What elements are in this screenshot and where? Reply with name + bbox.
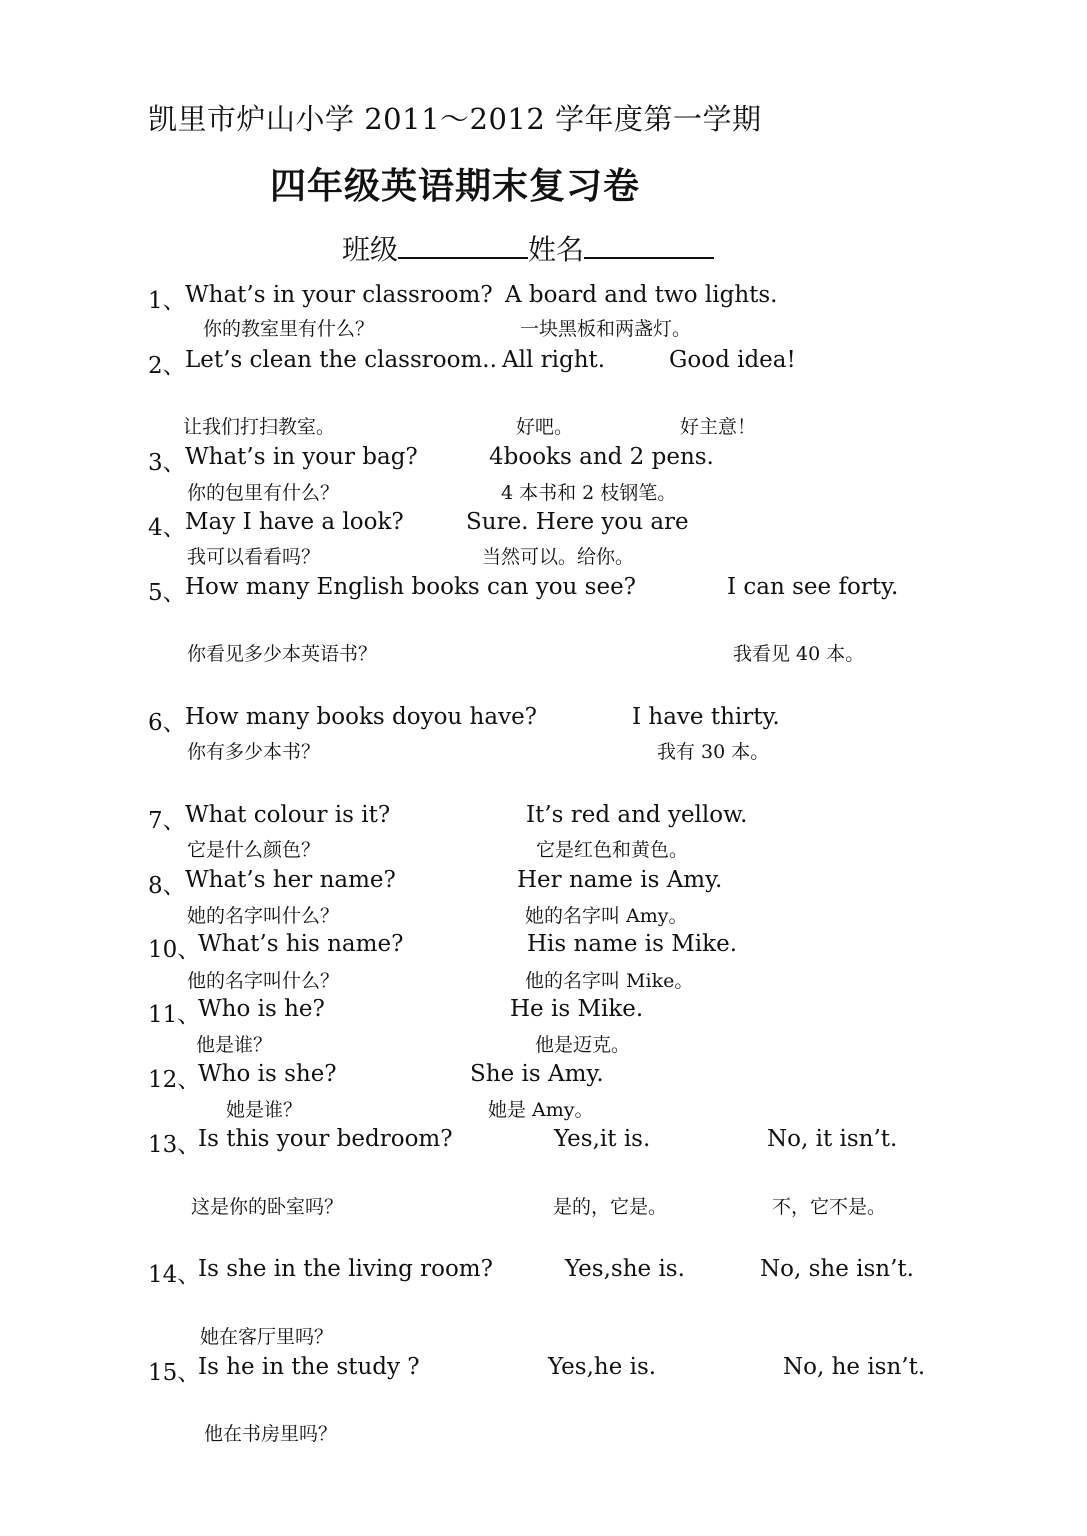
question-number: 3、: [148, 450, 186, 476]
question-number: 1、: [148, 288, 186, 314]
answer-text: Yes,he is.: [548, 1354, 657, 1380]
answer-translation: 好吧。: [516, 416, 574, 438]
question-translation: 你的包里有什么？: [187, 482, 340, 504]
question-translation: 她在客厅里吗？: [200, 1326, 334, 1348]
question-number: 11、: [148, 1002, 201, 1028]
question-text: How many English books can you see?: [185, 574, 637, 600]
answer-translation: 我有 30 本。: [657, 741, 770, 763]
question-translation: 他在书房里吗？: [204, 1423, 338, 1445]
answer-text: His name is Mike.: [527, 931, 738, 957]
student-info-line: [342, 228, 714, 268]
question-text: What colour is it?: [185, 802, 391, 828]
answer-text: He is Mike.: [510, 996, 644, 1022]
answer-translation: 不，它不是。: [772, 1196, 887, 1218]
question-text: Is he in the study ?: [198, 1354, 420, 1380]
question-number: 4、: [148, 515, 186, 541]
answer-text: It’s red and yellow.: [526, 802, 748, 828]
question-number: 15、: [148, 1360, 201, 1386]
question-translation: 她的名字叫什么？: [187, 905, 340, 927]
school-term-line: 凯里市炉山小学 2011～2012 学年度第一学期: [148, 102, 762, 136]
question-translation: 让我们打扫教室。: [183, 416, 336, 438]
answer-translation: 它是红色和黄色。: [536, 839, 689, 861]
question-number: 7、: [148, 808, 186, 834]
class-label: 班级: [342, 233, 399, 266]
question-text: What’s in your classroom?: [185, 282, 493, 308]
answer-text: I can see forty.: [727, 574, 899, 600]
question-number: 8、: [148, 873, 186, 899]
answer-text: She is Amy.: [470, 1061, 604, 1087]
answer-translation: 是的，它是。: [553, 1196, 668, 1218]
question-text: Is this your bedroom?: [198, 1126, 453, 1152]
question-text: What’s in your bag?: [185, 444, 418, 470]
question-text: May I have a look?: [185, 509, 404, 535]
name-label: 姓名: [528, 233, 585, 266]
question-number: 10、: [148, 937, 201, 963]
question-translation: 你的教室里有什么？: [203, 318, 375, 340]
question-translation: 她是谁？: [226, 1099, 303, 1121]
answer-text: Yes,it is.: [554, 1126, 651, 1152]
question-translation: 他是谁？: [196, 1034, 273, 1056]
answer-text: All right.: [502, 347, 606, 373]
question-text: What’s her name?: [185, 867, 396, 893]
answer-text: Her name is Amy.: [517, 867, 723, 893]
question-translation: 他的名字叫什么？: [187, 970, 340, 992]
answer-translation: 我看见 40 本。: [733, 643, 865, 665]
answer-translation: 他是迈克。: [535, 1034, 631, 1056]
question-number: 14、: [148, 1262, 201, 1288]
page-title: 四年级英语期末复习卷: [270, 165, 641, 207]
question-number: 2、: [148, 353, 186, 379]
question-translation: 我可以看看吗？: [187, 546, 321, 568]
question-translation: 它是什么颜色？: [187, 839, 321, 861]
answer-text: No, she isn’t.: [760, 1256, 914, 1282]
class-blank[interactable]: [398, 233, 528, 259]
answer-text: A board and two lights.: [505, 282, 778, 308]
question-translation: 这是你的卧室吗？: [191, 1196, 344, 1218]
question-number: 13、: [148, 1132, 201, 1158]
answer-translation: 好主意！: [680, 416, 757, 438]
name-blank[interactable]: [584, 233, 714, 259]
answer-text: Sure. Here you are: [466, 509, 689, 535]
answer-translation: 一块黑板和两盏灯。: [520, 318, 692, 340]
question-translation: 你有多少本书？: [187, 741, 321, 763]
answer-text: 4books and 2 pens.: [489, 444, 714, 470]
question-text: Who is she?: [198, 1061, 337, 1087]
answer-translation: 当然可以。给你。: [482, 546, 635, 568]
answer-text: I have thirty.: [632, 704, 780, 730]
answer-text: No, it isn’t.: [767, 1126, 898, 1152]
question-number: 12、: [148, 1067, 201, 1093]
question-text: Is she in the living room?: [198, 1256, 493, 1282]
question-text: Who is he?: [198, 996, 325, 1022]
question-text: What’s his name?: [198, 931, 404, 957]
question-text: Let’s clean the classroom..: [185, 347, 497, 373]
answer-translation: 她的名字叫 Amy。: [525, 905, 688, 927]
answer-translation: 4 本书和 2 枝钢笔。: [501, 482, 677, 504]
answer-text: Good idea!: [669, 347, 796, 373]
question-text: How many books doyou have?: [185, 704, 538, 730]
answer-translation: 她是 Amy。: [488, 1099, 594, 1121]
answer-text: No, he isn’t.: [783, 1354, 926, 1380]
answer-text: Yes,she is.: [565, 1256, 685, 1282]
answer-translation: 他的名字叫 Mike。: [525, 970, 694, 992]
question-number: 6、: [148, 710, 186, 736]
question-number: 5、: [148, 580, 186, 606]
question-translation: 你看见多少本英语书？: [187, 643, 378, 665]
